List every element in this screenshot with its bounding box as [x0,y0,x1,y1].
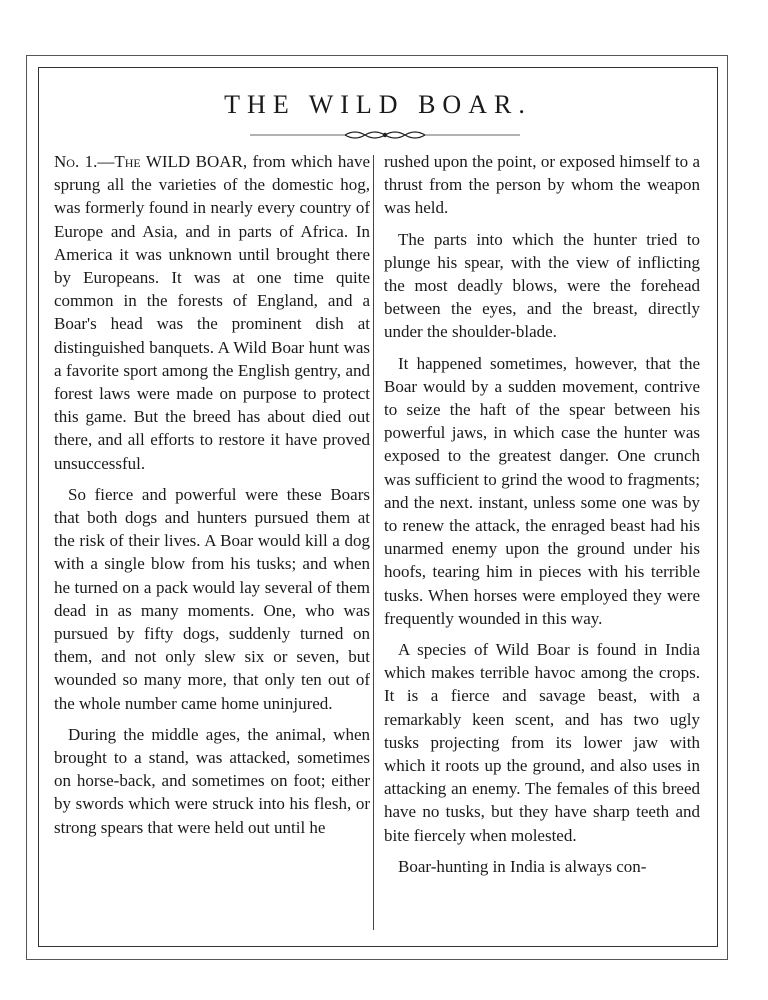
paragraph: So fierce and powerful were these Boars that both dogs and hunters pursued them at the risk of their lives. A Boar would kill a dog with a single blow from his tusks; and when he turned on a pack would lay several of them dead in as many moments. One, who was pursued by fifty dogs, suddenly turned on them, and not only slew six or seven, but wounded so many more, that only ten out of the whole number came home uninjured. [54,484,370,713]
title-ornament [250,128,520,142]
paragraph: It happened sometimes, however, that the Boar would by a sudden movement, contrive to seize the haft of the spear between his powerful jaws, in which case the hunter was exposed to the greatest danger. One crunch was sufficient to grind the wood to fragments; and the next. instant, unless some one was by to renew the attack, the enraged beast had his unarmed enemy upon the ground under his hoofs, tearing him in pieces with his terrible tusks. When horses were employed they were frequently wounded in this way. [384,353,700,628]
paragraph: During the middle ages, the animal, when brought to a stand, was attacked, sometimes on horse-back, and sometimes on foot; either by swords which were struck into his flesh, or strong spears that were held out until he [54,724,370,837]
left-column [54,150,370,847]
paragraph: The parts into which the hunter tried to plunge his spear, with the view of inflicting the most deadly blows, were the forehead between the eyes, and the breast, directly under the shoulder-blade. [384,229,700,342]
paragraph-lead: No. 1.—The [54,152,141,171]
right-column [384,150,700,886]
column-divider [373,155,374,930]
paragraph [54,150,370,475]
paragraph-text: WILD BOAR, from which have sprung all the varieties of the domestic hog, was formerly found in nearly every country of Europe and Asia, and in parts of Africa. In America it was unknown until brought there by Europeans. It was at one time quite common in the forests of England, and a Boar's head was the prominent dish at distinguished banquets. A Wild Boar hunt was a favorite sport among the English gentry, and forest laws were made on purpose to protect this game. But the breed has about died out there, and all efforts to restore it have proved unsuccessful. [54,152,370,473]
paragraph: A species of Wild Boar is found in India which makes terrible havoc among the crops. It is a fierce and savage beast, with a remarkably keen scent, and has two ugly tusks projecting from its lower jaw with which it roots up the ground, and also uses in attacking an enemy. The females of this breed have no tusks, but they have sharp teeth and bite fiercely when molested. [384,640,700,845]
paragraph: rushed upon the point, or exposed himself to a thrust from the person by whom the weapon was held. [384,152,700,218]
paragraph: Boar-hunting in India is always con- [398,856,647,876]
page-title: THE WILD BOAR. [224,90,532,119]
